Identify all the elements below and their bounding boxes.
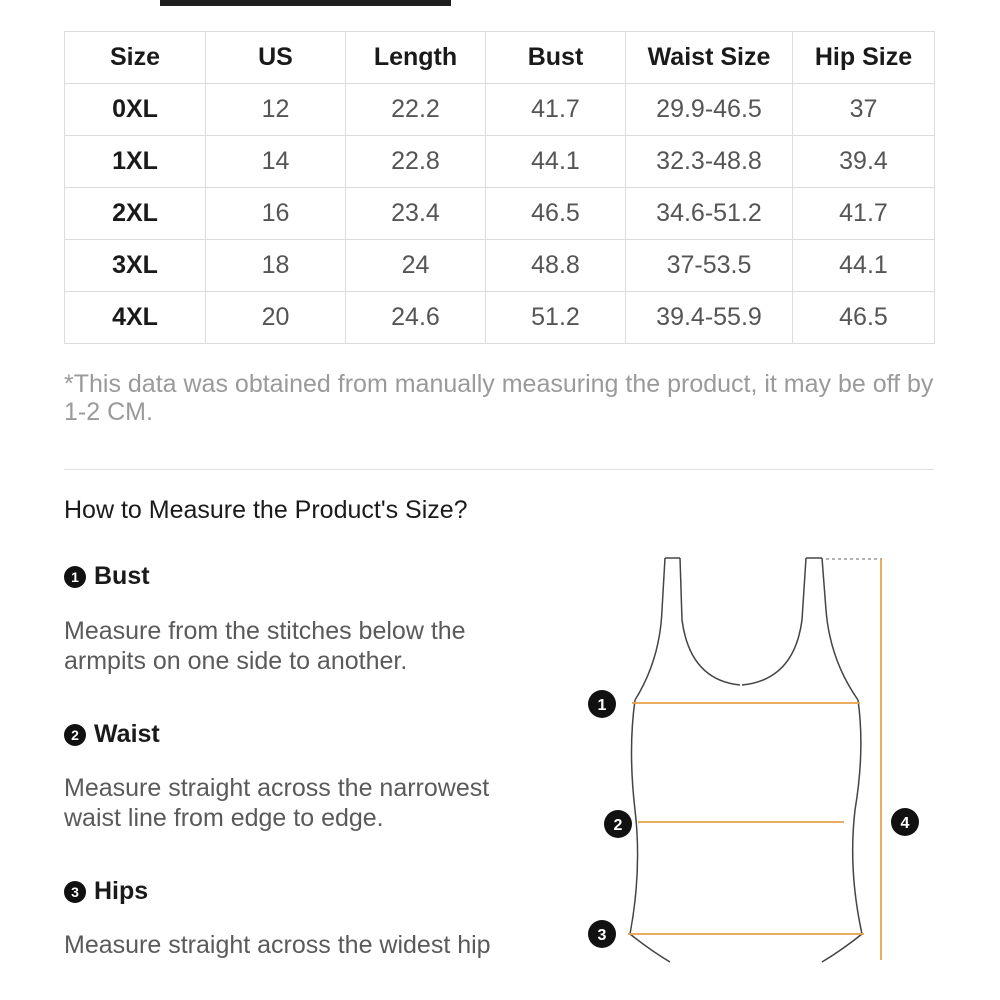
cell-size: 2XL (65, 188, 206, 240)
table-row (65, 188, 935, 240)
cell-length: 24.6 (346, 292, 486, 344)
tab-underline (160, 0, 451, 6)
table-row (65, 84, 935, 136)
how-to-measure-title: How to Measure the Product's Size? (64, 496, 468, 524)
cell-waist: 32.3-48.8 (626, 136, 793, 188)
header-hip: Hip Size (793, 32, 935, 84)
size-table (64, 31, 935, 344)
svg-text:4: 4 (900, 815, 910, 832)
cell-waist: 37-53.5 (626, 240, 793, 292)
cell-waist: 34.6-51.2 (626, 188, 793, 240)
cell-bust: 51.2 (486, 292, 626, 344)
cell-size: 4XL (65, 292, 206, 344)
svg-text:1: 1 (597, 697, 607, 714)
cell-us: 12 (206, 84, 346, 136)
svg-text:2: 2 (613, 817, 623, 834)
marker-2-icon (604, 810, 632, 838)
measurement-note: *This data was obtained from manually measuring the product, it may be off by 1-2 CM. (64, 370, 934, 426)
garment-diagram (580, 550, 940, 970)
cell-size: 0XL (65, 84, 206, 136)
header-us: US (206, 32, 346, 84)
hips-title: Hips (94, 877, 149, 905)
cell-length: 22.8 (346, 136, 486, 188)
cell-bust: 41.7 (486, 84, 626, 136)
cell-us: 14 (206, 136, 346, 188)
left-strap-outer (635, 558, 665, 700)
cell-us: 16 (206, 188, 346, 240)
cell-us: 20 (206, 292, 346, 344)
cell-length: 22.2 (346, 84, 486, 136)
bust-description: Measure from the stitches below the armpits on one side to another. (64, 617, 466, 675)
cell-size: 1XL (65, 136, 206, 188)
cell-hip: 44.1 (793, 240, 935, 292)
cell-hip: 41.7 (793, 188, 935, 240)
step-2-icon: 2 (64, 724, 86, 746)
section-divider (64, 469, 934, 470)
waist-heading (64, 720, 160, 749)
table-row (65, 292, 935, 344)
cell-bust: 48.8 (486, 240, 626, 292)
cell-bust: 44.1 (486, 136, 626, 188)
step-1-icon: 1 (64, 566, 86, 588)
header-length: Length (346, 32, 486, 84)
step-3-icon: 3 (64, 881, 86, 903)
header-waist: Waist Size (626, 32, 793, 84)
cell-waist: 29.9-46.5 (626, 84, 793, 136)
cell-hip: 37 (793, 84, 935, 136)
marker-1-icon (588, 690, 616, 718)
marker-3-icon (588, 920, 616, 948)
cell-us: 18 (206, 240, 346, 292)
neckline-right (742, 558, 806, 685)
bust-title: Bust (94, 562, 150, 590)
table-row (65, 240, 935, 292)
marker-4-icon (891, 808, 919, 836)
cell-waist: 39.4-55.9 (626, 292, 793, 344)
hips-description: Measure straight across the widest hip (64, 931, 491, 959)
table-row (65, 136, 935, 188)
table-header-row (65, 32, 935, 84)
hips-heading (64, 877, 148, 906)
cell-bust: 46.5 (486, 188, 626, 240)
bust-heading (64, 562, 150, 591)
waist-description: Measure straight across the narrowest waist line from edge to edge. (64, 774, 490, 832)
cell-length: 23.4 (346, 188, 486, 240)
body-left-side (630, 700, 638, 934)
neckline-left (680, 558, 740, 685)
body-right-side (853, 700, 862, 934)
svg-text:3: 3 (597, 927, 607, 944)
cell-hip: 46.5 (793, 292, 935, 344)
cell-hip: 39.4 (793, 136, 935, 188)
cell-length: 24 (346, 240, 486, 292)
header-bust: Bust (486, 32, 626, 84)
header-size: Size (65, 32, 206, 84)
waist-title: Waist (94, 720, 160, 748)
right-strap-outer (822, 558, 858, 700)
cell-size: 3XL (65, 240, 206, 292)
